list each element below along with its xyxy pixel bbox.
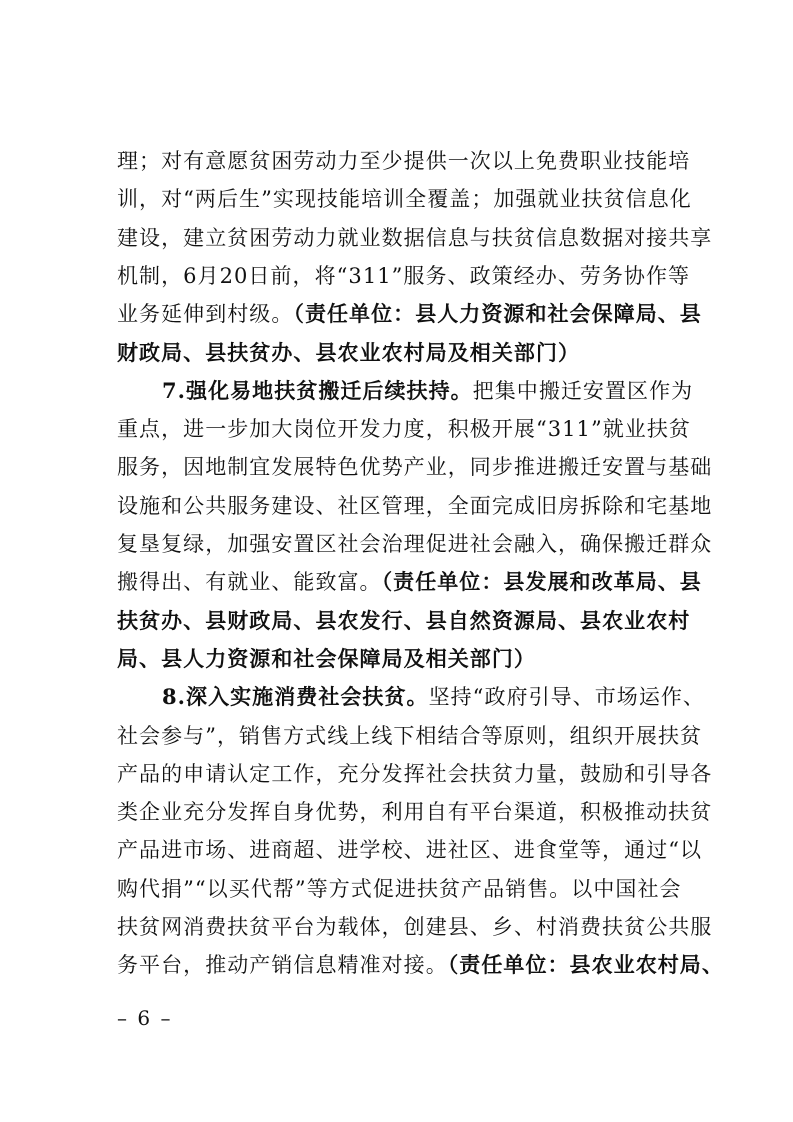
text-line <box>117 832 703 868</box>
page-number: – 6 – <box>117 1006 173 1030</box>
text-line <box>117 756 713 792</box>
text-line <box>117 411 691 447</box>
bold-text-segment: （责任单位：县人力资源和社会保障局、县 <box>293 301 702 327</box>
bold-text-segment: （责任单位：县农业农村局、 <box>447 952 724 978</box>
text-segment: 建设，建立贫困劳动力就业数据信息与扶贫信息数据对接共享 <box>117 225 713 250</box>
text-segment: 服务，因地制宜发展特色优势产业，同步推进搬迁安置与基础 <box>117 455 713 480</box>
text-line <box>117 794 713 830</box>
bold-text-segment: （责任单位：县发展和改革局、县 <box>381 569 702 595</box>
bold-text-segment: 局、县人力资源和社会保障局及相关部门） <box>117 645 536 671</box>
text-line <box>117 871 683 907</box>
text-line <box>117 526 713 562</box>
text-line <box>117 143 691 179</box>
text-line <box>117 718 703 754</box>
text-segment: 产品的申请认定工作，充分发挥社会扶贫力量，鼓励和引导各 <box>117 761 713 786</box>
bold-text-segment: 7.强化易地扶贫搬迁后续扶持。 <box>162 377 473 403</box>
text-segment: 训，对“两后生”实现技能培训全覆盖；加强就业扶贫信息化 <box>117 187 692 212</box>
text-segment: 业务延伸到村级。 <box>117 302 294 327</box>
bold-text-segment: 扶贫办、县财政局、县农发行、县自然资源局、县农业农村 <box>117 607 691 633</box>
text-line <box>117 296 702 332</box>
text-segment: 购代捐”“以买代帮”等方式促进扶贫产品销售。以中国社会 <box>117 876 682 901</box>
text-line <box>117 181 692 217</box>
bold-text-segment: 财政局、县扶贫办、县农业农村局及相关部门） <box>117 339 581 365</box>
text-segment: 机制，6月20日前，将“311”服务、政策经办、劳务协作等 <box>117 263 691 288</box>
text-line <box>117 335 683 371</box>
text-line <box>117 947 724 983</box>
text-line <box>162 679 705 715</box>
text-line <box>117 449 713 485</box>
text-line <box>162 373 694 409</box>
text-line <box>117 220 713 256</box>
text-line <box>117 564 702 600</box>
text-segment: 搬得出、有就业、能致富。 <box>117 570 382 595</box>
text-segment: 产品进市场、进商超、进学校、进社区、进食堂等，通过“以 <box>117 838 703 863</box>
text-line <box>117 488 713 524</box>
text-line <box>117 641 683 677</box>
text-segment: 坚持“政府引导、市场运作、 <box>428 685 705 710</box>
text-line <box>117 909 713 945</box>
text-segment: 把集中搬迁安置区作为 <box>472 378 694 403</box>
text-segment: 复垦复绿，加强安置区社会治理促进社会融入，确保搬迁群众 <box>117 532 713 556</box>
text-segment: 类企业充分发挥自身优势，利用自有平台渠道，积极推动扶贫 <box>117 800 713 825</box>
bold-text-segment: 8.深入实施消费社会扶贫。 <box>162 684 429 710</box>
text-segment: 设施和公共服务建设、社区管理，全面完成旧房拆除和宅基地 <box>117 493 713 518</box>
text-line <box>117 258 691 294</box>
text-segment: 理；对有意愿贫困劳动力至少提供一次以上免费职业技能培 <box>117 149 691 173</box>
text-segment: 重点，进一步加大岗位开发力度，积极开展“311”就业扶贫 <box>117 417 691 442</box>
text-line <box>117 603 691 639</box>
text-segment: 社会参与”，销售方式线上线下相结合等原则，组织开展扶贫 <box>117 723 703 748</box>
text-segment: 务平台，推动产销信息精准对接。 <box>117 953 448 978</box>
text-segment: 扶贫网消费扶贫平台为载体，创建县、乡、村消费扶贫公共服 <box>117 915 713 939</box>
